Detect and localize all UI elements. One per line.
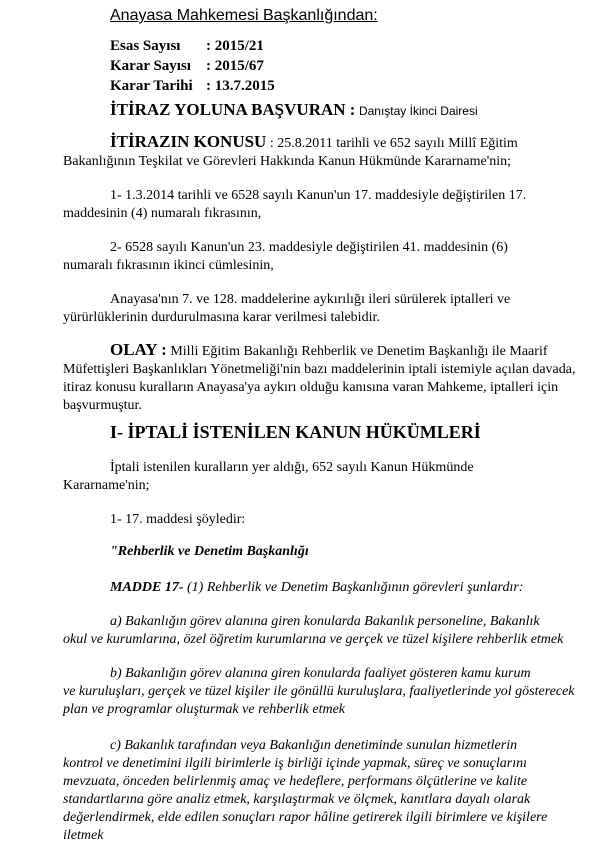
subject-item-2-line-1: 2- 6528 sayılı Kanun'un 23. maddesiyle değiştirilen 41. maddesinin (6)	[110, 240, 508, 255]
section-1-intro-line-1: İptali istenilen kuralların yer aldığı, 652 sayılı Kanun Hükmünde	[110, 460, 474, 475]
event-line-3: itiraz konusu kuralların Anayasa'ya aykırı olduğu kanısına varan Mahkeme, iptalleri için	[63, 380, 559, 395]
clause-c-line-4: standartlarına göre analiz etmek, karşılaştırmak ve ölçmek, kanıtlara dayalı olarak	[63, 792, 531, 807]
article-17-row	[110, 580, 523, 596]
subject-closing-line-1: Anayasa'nın 7. ve 128. maddelerine aykırılığı ileri sürülerek iptalleri ve	[110, 292, 511, 307]
karar-sayisi-value: : 2015/67	[206, 58, 264, 74]
subject-label: İTİRAZIN KONUSU	[110, 132, 267, 151]
clause-c-line-6: iletmek	[63, 828, 104, 843]
subject-closing-line-2: yürürlüklerinin durdurulmasına karar verilmesi talebidir.	[63, 310, 380, 325]
event-line-2: Müfettişleri Başkanlıkları Yönetmeliği'nin bazı maddelerinin iptali istemiyle açılan davada,	[63, 362, 576, 377]
subject-item-2-line-2: numaralı fıkrasının ikinci cümlesinin,	[63, 258, 274, 273]
event-line-4: başvurmuştur.	[63, 398, 142, 413]
clause-c-line-5: değerlendirmek, elde edilen sonuçları rapor hâline getirerek ilgili birimlere ve kişilere	[63, 810, 548, 825]
section-1-item-intro: 1- 17. maddesi şöyledir:	[110, 512, 246, 527]
event-label: OLAY :	[110, 340, 167, 359]
esas-sayisi-value: : 2015/21	[206, 38, 264, 54]
karar-sayisi-label: Karar Sayısı	[110, 58, 191, 74]
applicant-row	[110, 102, 478, 120]
esas-sayisi-row	[110, 38, 264, 55]
clause-c-line-3: mevzuata, önceden belirlenmiş amaç ve hedeflere, performans ölçütlerine ve kalite	[63, 774, 528, 789]
karar-tarihi-row	[110, 78, 275, 95]
clause-b-line-2: ve kuruluşları, gerçek ve tüzel kişiler ile gönüllü kuruluşlara, faaliyetlerinde yol gösterecek	[63, 684, 575, 699]
subject-line-1: : 25.8.2011 tarihli ve 652 sayılı Millî Eğitim	[269, 136, 518, 151]
document-header-title: Anayasa Mahkemesi Başkanlığından:	[110, 7, 378, 24]
clause-a-line-2: okul ve kurumlarına, özel öğretim kurumlarına ve gerçek ve tüzel kişilere rehberlik etmek	[63, 632, 564, 647]
subject-line-2: Bakanlığının Teşkilat ve Görevleri Hakkında Kanun Hükmünde Kararname'nin;	[63, 154, 511, 169]
subject-item-1-line-2: maddesinin (4) numaralı fıkrasının,	[63, 206, 262, 221]
event-line-1: Milli Eğitim Bakanlığı Rehberlik ve Denetim Başkanlığı ile Maarif	[170, 344, 548, 359]
clause-b-line-3: plan ve programlar oluşturmak ve rehberlik etmek	[63, 702, 346, 717]
applicant-label: İTİRAZ YOLUNA BAŞVURAN :	[110, 100, 356, 119]
subject-row	[110, 134, 518, 152]
section-1-heading: I- İPTALİ İSTENİLEN KANUN HÜKÜMLERİ	[110, 422, 481, 442]
quote-title: "Rehberlik ve Denetim Başkanlığı	[110, 544, 309, 559]
section-1-intro-line-2: Kararname'nin;	[63, 478, 150, 493]
karar-sayisi-row	[110, 58, 264, 75]
applicant-value: Danıştay İkinci Dairesi	[358, 104, 478, 118]
article-17-text: (1) Rehberlik ve Denetim Başkanlığının görevleri şunlardır:	[187, 580, 524, 595]
article-17-label: MADDE 17-	[110, 580, 184, 595]
karar-tarihi-value: : 13.7.2015	[206, 78, 275, 94]
subject-item-1-line-1: 1- 1.3.2014 tarihli ve 6528 sayılı Kanun'un 17. maddesiyle değiştirilen 17.	[110, 188, 527, 203]
clause-a-line-1: a) Bakanlığın görev alanına giren konularda Bakanlık personeline, Bakanlık	[110, 614, 540, 629]
clause-c-line-1: c) Bakanlık tarafından veya Bakanlığın denetiminde sunulan hizmetlerin	[110, 738, 518, 753]
event-row	[110, 342, 548, 360]
karar-tarihi-label: Karar Tarihi	[110, 78, 193, 94]
clause-c-line-2: kontrol ve denetimini ilgili birimlerle iş birliği içinde yapmak, süreç ve sonuçlarını	[63, 756, 527, 771]
esas-sayisi-label: Esas Sayısı	[110, 38, 181, 54]
clause-b-line-1: b) Bakanlığın görev alanına giren konularda faaliyet gösteren kamu kurum	[110, 666, 531, 681]
